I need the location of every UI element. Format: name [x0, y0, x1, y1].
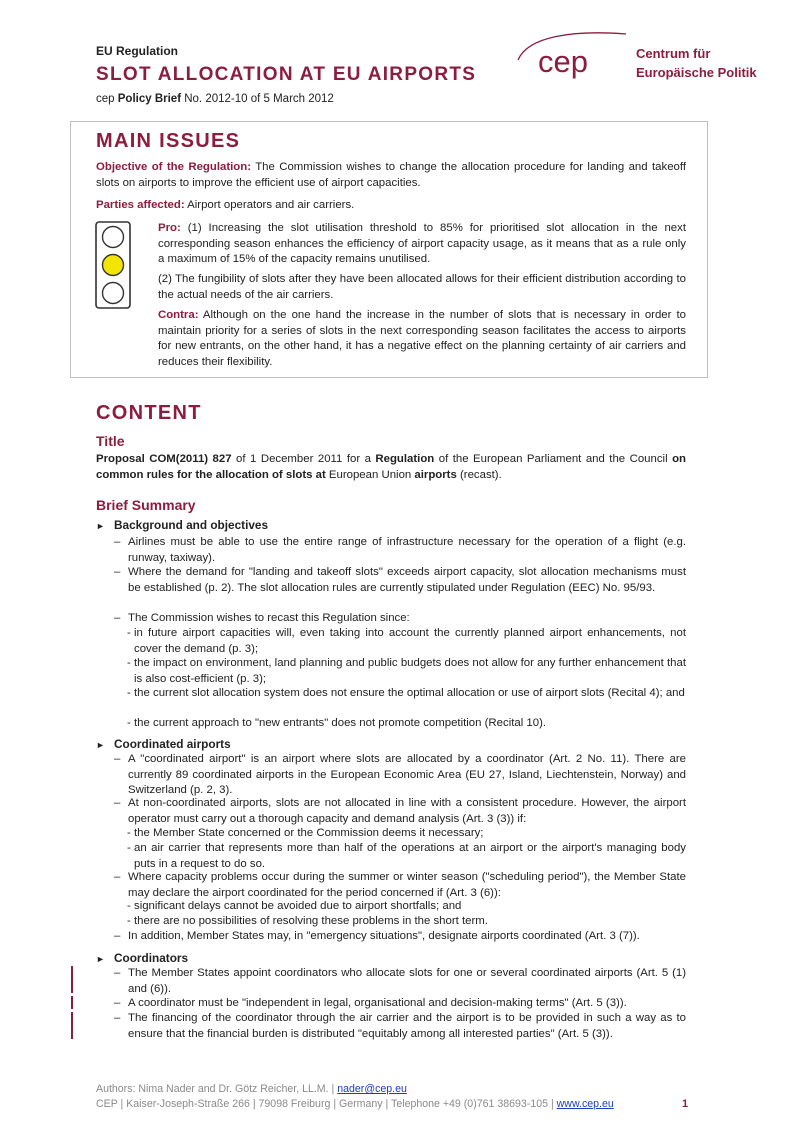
parties-label: Parties affected: — [96, 199, 185, 211]
proposal-text-7: (recast). — [456, 468, 502, 481]
organisation-name-line2: Europäische Politik — [636, 65, 757, 80]
document-category: EU Regulation — [96, 44, 179, 58]
proposal-text-1: of 1 December 2011 for a — [231, 453, 376, 465]
page-number: 1 — [682, 1098, 689, 1110]
organisation-name — [636, 44, 757, 82]
list-item: – At non-coordinated airports, slots are not allocated in line with a consistent procedure. However, the airport operator must carry out a thorough capacity and demand analysis (Art. 3 (3)) if: — [114, 797, 686, 825]
brief-bold: Policy Brief — [117, 93, 182, 105]
list-item: – The financing of the coordinator through the air carrier and the airport is to be provided in such a way as to ensure that the financial burden is distributed "equitably among all interested parties" (Art. 5 (3)). — [114, 1012, 686, 1040]
footer-authors-text: Authors: Nima Nader and Dr. Götz Reicher, LL.M. | — [96, 1083, 338, 1095]
list-item-text: The financing of the coordinator through the air carrier and the airport is to be provided in such a way as to ensure that the financial burden is distributed "equitably among all interested parties" (Art. 5 (3)). — [128, 1012, 686, 1040]
sub-list-item-text: the current slot allocation system does not ensure the optimal allocation or use of airport slots (Recital 4); and — [134, 687, 685, 699]
brief-number: No. 2012-10 of 5 March 2012 — [184, 93, 334, 105]
triangle-right-icon: ► — [96, 521, 105, 531]
title-subheading: Title — [96, 433, 125, 449]
parties-text: Airport operators and air carriers. — [184, 199, 355, 211]
parties-paragraph — [96, 198, 686, 214]
brief-prefix: cep — [96, 93, 115, 105]
section-coordinators — [96, 951, 188, 965]
proposal-text-4: on common rules for the allocation of slots at — [96, 453, 686, 481]
section-coordinators-title: Coordinators — [114, 951, 189, 965]
pro-label: Pro: — [158, 222, 181, 234]
proposal-text-6: airports — [414, 468, 457, 481]
list-item-text: Where the demand for "landing and takeoff slots" exceeds airport capacity, slot allocation mechanisms must be established (p. 2). The slot allocation rules are currently stipulated under Regulation (EEC) No. 95/93. — [128, 566, 686, 594]
pro-text: (1) Increasing the slot utilisation threshold to 85% for prioritised slot allocation in the next corresponding season enhances the efficiency of airport capacity usage, as it means that as a rule only a maximum of 15% of the capacity remains unutilised. — [158, 222, 686, 266]
footer-address — [96, 1098, 614, 1110]
objective-label: Objective of the Regulation: — [96, 161, 251, 173]
list-item: – The Commission wishes to recast this Regulation since: — [114, 612, 410, 624]
content-heading: CONTENT — [96, 402, 202, 424]
change-marker — [71, 996, 73, 1009]
sub-list-item-text: the current approach to "new entrants" does not promote competition (Recital 10). — [134, 717, 547, 729]
proposal-text-5: European Union — [325, 468, 415, 481]
proposal-text-2: Regulation — [375, 453, 435, 465]
organisation-name-line1: Centrum für — [636, 46, 711, 61]
sub-list-item: - significant delays cannot be avoided due to airport shortfalls; and — [127, 900, 462, 912]
proposal-id: Proposal COM(2011) 827 — [96, 453, 232, 465]
section-background-title: Background and objectives — [114, 518, 269, 532]
sub-list-item-text: the Member State concerned or the Commission deems it necessary; — [134, 827, 484, 839]
website-link[interactable]: www.cep.eu — [556, 1098, 614, 1110]
policy-brief-line — [96, 93, 334, 105]
main-issues-heading: MAIN ISSUES — [96, 130, 241, 152]
cep-logo-icon — [514, 28, 632, 86]
contra-label: Contra: — [158, 309, 199, 321]
triangle-right-icon: ► — [96, 740, 105, 750]
list-item: – Where the demand for "landing and takeoff slots" exceeds airport capacity, slot allocation mechanisms must be established (p. 2). The slot allocation rules are currently stipulated under Regulation (EEC) No. 95/93. — [114, 566, 686, 594]
sub-list-item-text: in future airport capacities will, even taking into account the currently planned airport enhancements, not cover the demand (p. 3); — [134, 627, 686, 655]
brief-summary-subheading: Brief Summary — [96, 497, 196, 513]
list-item: – Airlines must be able to use the entire range of infrastructure necessary for the operation of a flight (e.g. runway, taxiway). — [114, 536, 686, 564]
section-coordinated-title: Coordinated airports — [114, 737, 231, 751]
list-item-text: Airlines must be able to use the entire range of infrastructure necessary for the operation of a flight (e.g. runway, taxiway). — [128, 536, 686, 564]
section-background — [96, 518, 268, 532]
list-item-text: In addition, Member States may, in "emergency situations", designate airports coordinated (Art. 3 (7)). — [128, 930, 640, 942]
sub-list-item-text: there are no possibilities of resolving these problems in the short term. — [134, 915, 488, 927]
sub-list-item: - there are no possibilities of resolving these problems in the short term. — [127, 915, 488, 927]
contra-paragraph — [158, 308, 686, 370]
sub-list-item-text: the impact on environment, land planning and public budgets does not allow for any further enhancement that is also cost-efficient (p. 3); — [134, 657, 686, 685]
fungibility-paragraph: (2) The fungibility of slots after they have been allocated allows for their efficient distribution according to the actual needs of the air carriers. — [158, 273, 686, 301]
objective-text: The Commission wishes to change the allocation procedure for landing and takeoff slots on airports to improve the efficient use of airport capacities. — [96, 161, 686, 189]
section-coordinated-airports — [96, 737, 231, 751]
footer-address-text: CEP | Kaiser-Joseph-Straße 266 | 79098 Freiburg | Germany | Telephone +49 (0)761 38693-105 | — [96, 1098, 557, 1110]
list-item-text: At non-coordinated airports, slots are not allocated in line with a consistent procedure. However, the airport operator must carry out a thorough capacity and demand analysis (Art. 3 (3)) if: — [128, 797, 686, 825]
list-item: – A coordinator must be "independent in legal, organisational and decision-making terms" (Art. 5 (3)). — [114, 997, 627, 1009]
traffic-light-icon — [95, 221, 131, 309]
sub-list-item-text: an air carrier that represents more than half of the operations at an airport or the airport's managing body puts in a request to do so. — [134, 842, 686, 870]
sub-list-item: - an air carrier that represents more than half of the operations at an airport or the airport's managing body puts in a request to do so. — [127, 842, 686, 870]
list-item-text: A coordinator must be "independent in legal, organisational and decision-making terms" (Art. 5 (3)). — [128, 997, 627, 1009]
proposal-title — [96, 452, 686, 483]
contra-text: Although on the one hand the increase in the number of slots that is necessary in order to maintain priority for a series of slots in the next corresponding season facilitates the access to airports for new entrants, on the other hand, it has a negative effect on the planning certainty of air carriers and reduces their flexibility. — [158, 309, 686, 368]
triangle-right-icon: ► — [96, 954, 105, 964]
list-item-text: The Commission wishes to recast this Regulation since: — [128, 612, 410, 624]
author-email-link[interactable]: nader@cep.eu — [337, 1083, 407, 1095]
list-item: – A "coordinated airport" is an airport where slots are allocated by a coordinator (Art. 2 No. 11). There are currently 89 coordinated airports in the European Economic Area (EU 27, Island, Liechtenstein, Norway) and Switzerland (p. 2, 3). — [114, 753, 686, 797]
sub-list-item-text: significant delays cannot be avoided due to airport shortfalls; and — [134, 900, 462, 912]
list-item: – In addition, Member States may, in "emergency situations", designate airports coordinated (Art. 3 (7)). — [114, 930, 640, 942]
pro-paragraph — [158, 221, 686, 268]
logo-text: cep — [538, 44, 588, 79]
proposal-text-3: of the European Parliament and the Council — [434, 453, 673, 465]
footer-authors — [96, 1083, 407, 1095]
list-item-text: Where capacity problems occur during the summer or winter season ("scheduling period"), the Member State may declare the airport coordinated for the period concerned if (Art. 3 (6)): — [128, 871, 686, 899]
list-item-text: A "coordinated airport" is an airport where slots are allocated by a coordinator (Art. 2 No. 11). There are currently 89 coordinated airports in the European Economic Area (EU 27, Island, Liechtenstein, Norway) and Switzerland (p. 2, 3). — [128, 753, 686, 797]
list-item-text: The Member States appoint coordinators who allocate slots for one or several coordinated airports (Art. 5 (1) and (6)). — [128, 967, 686, 995]
sub-list-item: - the current slot allocation system does not ensure the optimal allocation or use of airport slots (Recital 4); and — [127, 687, 685, 699]
list-item: – Where capacity problems occur during the summer or winter season ("scheduling period"), the Member State may declare the airport coordinated for the period concerned if (Art. 3 (6)): — [114, 871, 686, 899]
change-marker — [71, 966, 73, 993]
objective-paragraph — [96, 160, 686, 191]
sub-list-item: - the Member State concerned or the Commission deems it necessary; — [127, 827, 484, 839]
sub-list-item: - the current approach to "new entrants" does not promote competition (Recital 10). — [127, 717, 547, 729]
list-item: – The Member States appoint coordinators who allocate slots for one or several coordinated airports (Art. 5 (1) and (6)). — [114, 967, 686, 995]
sub-list-item: - the impact on environment, land planning and public budgets does not allow for any further enhancement that is also cost-efficient (p. 3); — [127, 657, 686, 685]
sub-list-item: - in future airport capacities will, even taking into account the currently planned airport enhancements, not cover the demand (p. 3); — [127, 627, 686, 655]
document-title: SLOT ALLOCATION AT EU AIRPORTS — [96, 64, 477, 85]
change-marker — [71, 1012, 73, 1039]
